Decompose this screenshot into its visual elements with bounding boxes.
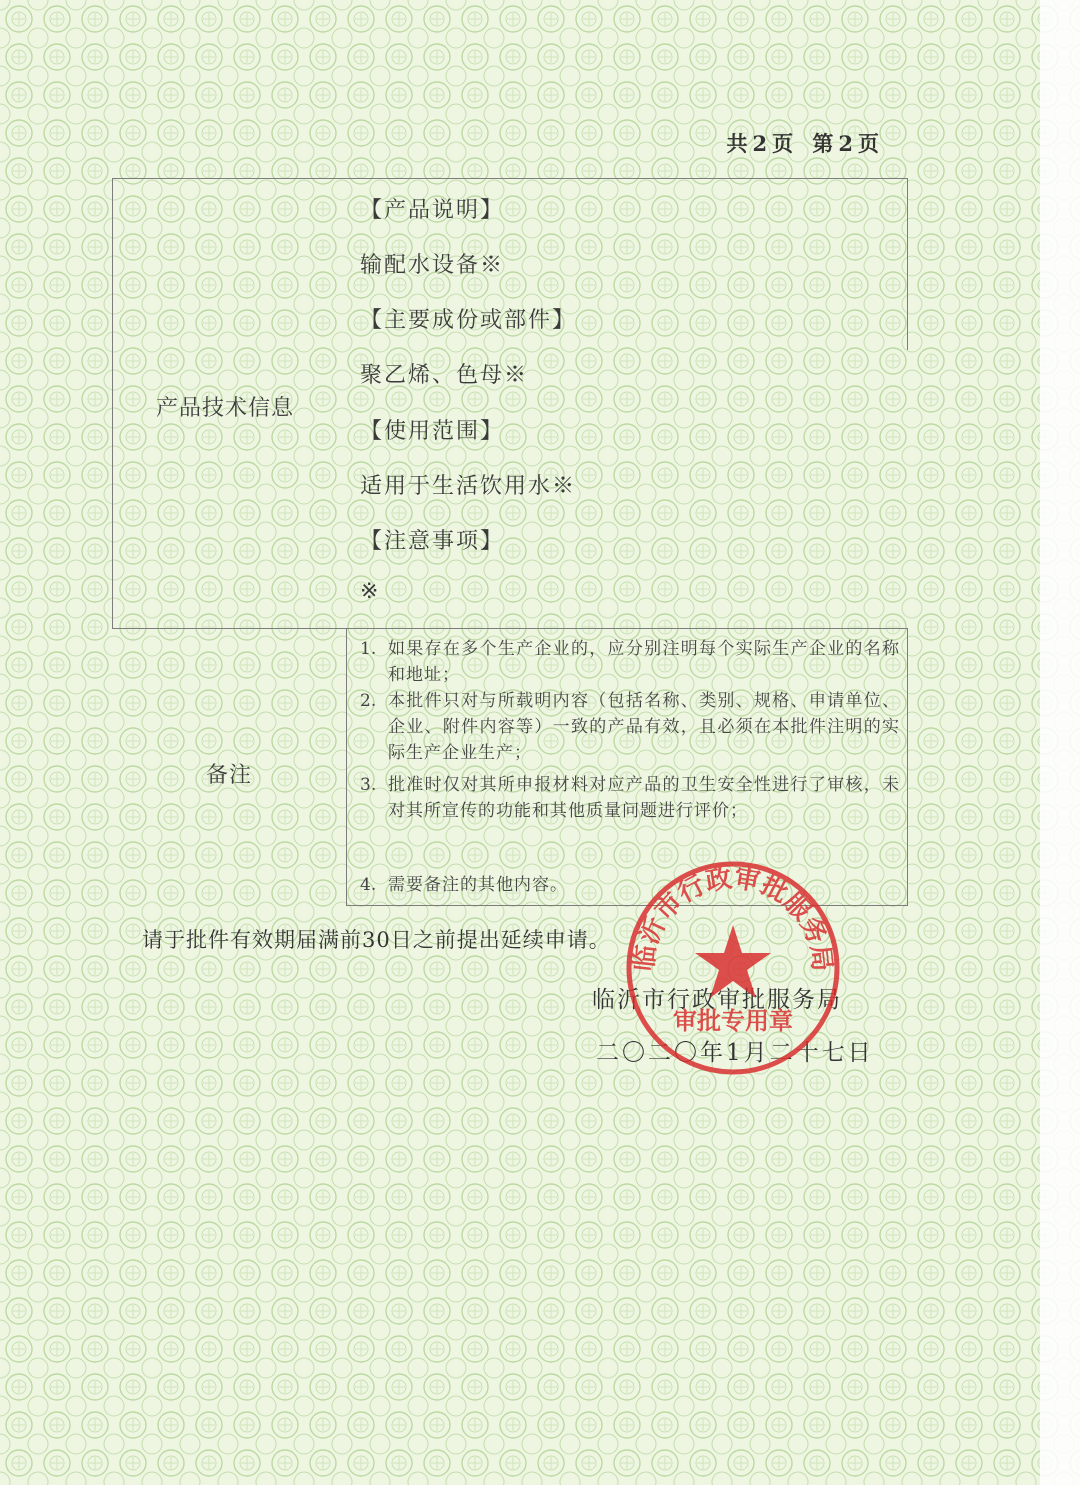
page-indicator: 共 2 页 第 2 页 (726, 131, 880, 156)
section-heading-scope-of-use: 【使用范围】 (360, 419, 505, 444)
main-components-value: 聚乙烯、色母※ (360, 363, 529, 388)
official-seal-stamp (624, 859, 842, 1077)
product-description-value: 输配水设备※ (360, 253, 505, 278)
svg-text:临沂市行政审批服务局: 临沂市行政审批服务局 (629, 863, 837, 973)
remark-item: 4. 需要备注的其他内容。 (360, 875, 568, 895)
renewal-notice: 请于批件有效期届满前30日之前提出延续申请。 (142, 928, 611, 952)
section-heading-precautions: 【注意事项】 (360, 529, 505, 554)
scope-of-use-value: 适用于生活饮用水※ (360, 474, 577, 499)
issue-date: 二〇二〇年1月二十七日 (596, 1040, 874, 1066)
remark-item: 3. 批准时仅对其所申报材料对应产品的卫生安全性进行了审核，未对其所宣传的功能和其他质量问题进行评价； (360, 775, 900, 821)
remark-item: 2. 本批件只对与所载明内容（包括名称、类别、规格、申请单位、企业、附件内容等）一致的产品有效，且必须在本批件注明的实际生产企业生产； (360, 691, 900, 763)
tech-info-label: 产品技术信息 (156, 396, 295, 421)
section-heading-product-description: 【产品说明】 (360, 198, 505, 223)
precautions-value: ※ (360, 579, 381, 604)
remark-item: 1. 如果存在多个生产企业的，应分别注明每个实际生产企业的名称和地址； (360, 639, 900, 685)
issuing-authority: 临沂市行政审批服务局 (592, 987, 842, 1013)
section-heading-main-components: 【主要成份或部件】 (360, 308, 577, 333)
remarks-label: 备注 (206, 763, 253, 788)
svg-text:审批专用章: 审批专用章 (673, 1006, 793, 1035)
